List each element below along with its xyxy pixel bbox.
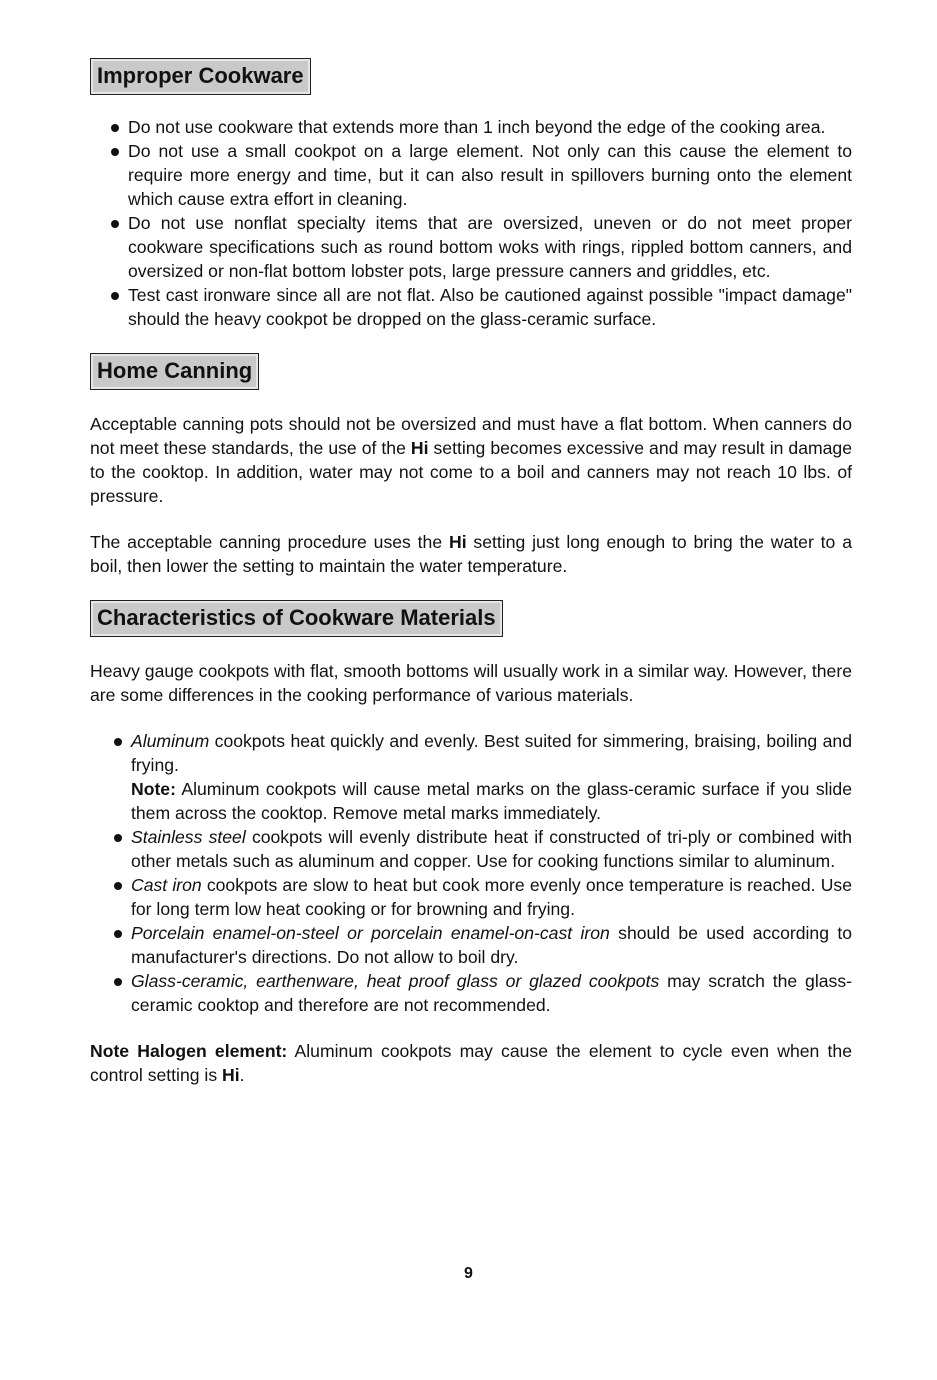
text-run: cookpots will evenly distribute heat if constructed of tri-ply or combined with other metals such as aluminum and copper. Use for cooking functions similar to aluminum. xyxy=(131,827,852,871)
canning-paragraph-1 xyxy=(90,412,852,508)
section-cookware-materials xyxy=(90,600,852,1017)
materials-list xyxy=(90,729,852,1017)
text-run: Aluminum cookpots will cause metal marks on the glass-ceramic surface if you slide them across the cooktop. Remove metal marks immediately. xyxy=(131,779,852,823)
heading-home-canning: Home Canning xyxy=(90,353,259,390)
text-run: setting just long enough to bring the water to a boil, then lower the setting to maintain the water temperature. xyxy=(90,532,852,576)
term: Stainless steel xyxy=(131,827,246,847)
hi-setting-label: Hi xyxy=(448,532,467,552)
list-item: Do not use nonflat specialty items that are oversized, uneven or do not meet proper cookware specifications such as round bottom woks with rings, rippled bottom canners, and oversized or non-flat bottom lobster pots, large pressure canners and griddles, etc. xyxy=(90,211,852,283)
term: Porcelain enamel-on-steel or porcelain enamel-on-cast iron xyxy=(131,923,610,943)
section-home-canning xyxy=(90,353,852,578)
note-label: Note: xyxy=(131,779,176,799)
text-run: setting becomes excessive and may result in damage to the cooktop. In addition, water may not come to a boil and canners may not reach 10 lbs. of pressure. xyxy=(90,438,853,506)
text-run: cookpots are slow to heat but cook more evenly once temperature is reached. Use for long term low heat cooking or for browning and frying. xyxy=(131,875,852,919)
heading-cookware-materials: Characteristics of Cookware Materials xyxy=(90,600,503,637)
section-improper-cookware xyxy=(90,58,852,331)
hi-setting-label: Hi xyxy=(410,438,429,458)
list-item-porcelain xyxy=(90,921,852,969)
heading-improper-cookware: Improper Cookware xyxy=(90,58,311,95)
page-number: 9 xyxy=(464,1265,473,1282)
text-run: may scratch the glass-ceramic cooktop and therefore are not recommended. xyxy=(131,971,852,1015)
list-item-cast-iron xyxy=(90,873,852,921)
term: Aluminum xyxy=(131,731,210,751)
list-item: Do not use cookware that extends more than 1 inch beyond the edge of the cooking area. xyxy=(90,115,852,139)
list-item-aluminum xyxy=(90,729,852,825)
term: Cast iron xyxy=(131,875,202,895)
improper-cookware-list xyxy=(90,115,852,331)
list-item: Test cast ironware since all are not flat. Also be cautioned against possible "impact damage" should the heavy cookpot be dropped on the glass-ceramic surface. xyxy=(90,283,852,331)
text-run: cookpots heat quickly and evenly. Best suited for simmering, braising, boiling and frying. xyxy=(131,731,852,775)
materials-intro: Heavy gauge cookpots with flat, smooth bottoms will usually work in a similar way. However, there are some differences in the cooking performance of various materials. xyxy=(90,661,852,705)
halogen-note xyxy=(90,1039,852,1087)
list-item: Do not use a small cookpot on a large element. Not only can this cause the element to require more energy and time, but it can also result in spillovers burning onto the element which cause extra effort in cleaning. xyxy=(90,139,852,211)
text-run: . xyxy=(239,1065,245,1085)
note-label: Note Halogen element: xyxy=(90,1041,288,1061)
text-run: The acceptable canning procedure uses the xyxy=(90,532,449,552)
page-content xyxy=(90,58,852,1087)
list-item-stainless xyxy=(90,825,852,873)
term: Glass-ceramic, earthenware, heat proof glass or glazed cookpots xyxy=(131,971,660,991)
canning-paragraph-2 xyxy=(90,530,852,578)
text-run: Acceptable canning pots should not be oversized and must have a flat bottom. When canners do not meet these standards, the use of the xyxy=(90,414,852,458)
text-run: should be used according to manufacturer's directions. Do not allow to boil dry. xyxy=(131,923,852,967)
list-item-glass xyxy=(90,969,852,1017)
text-run: Aluminum cookpots may cause the element to cycle even when the control setting is xyxy=(90,1041,852,1085)
hi-setting-label: Hi xyxy=(222,1065,240,1085)
